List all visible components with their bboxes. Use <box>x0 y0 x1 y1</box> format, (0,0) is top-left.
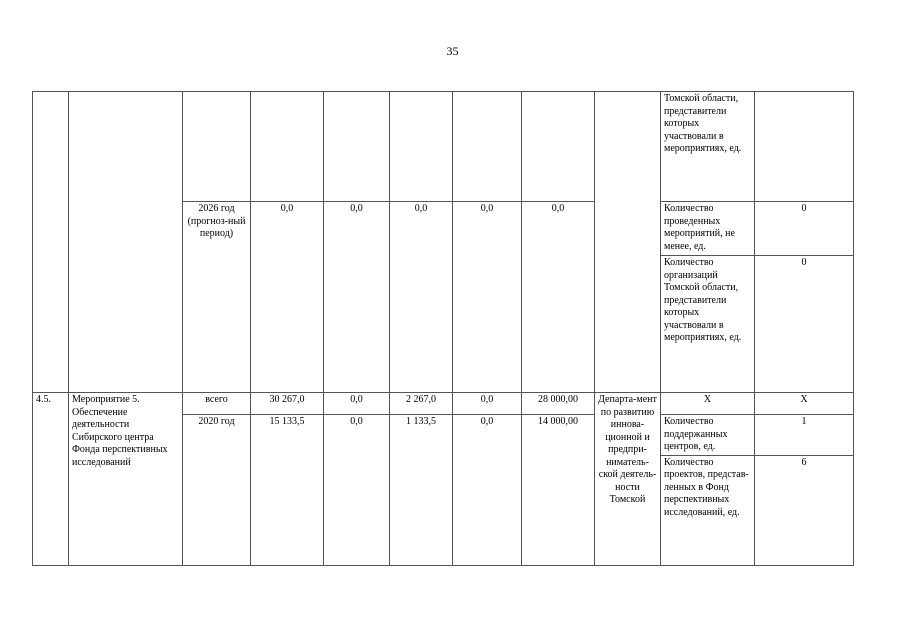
name-cell: Мероприятие 5. Обеспечение деятельности Сибирского центра Фонда перспективных исследований <box>69 393 183 566</box>
indicator-cell: Х <box>661 393 755 415</box>
table-row <box>33 92 854 202</box>
indicator-value: 6 <box>755 455 854 565</box>
num-cell: 4.5. <box>33 393 69 566</box>
period-cell: всего <box>183 393 251 415</box>
num-cell <box>33 92 69 393</box>
indicator-cell: Томской области, представители которых участвовали в мероприятиях, ед. <box>661 92 755 202</box>
executor-cell: Департа-мент по развитию иннова-ционной и предпри-ниматель-ской деятель-ности Томской <box>595 393 661 566</box>
value-cell: 0,0 <box>251 202 324 393</box>
name-cell <box>69 92 183 393</box>
indicator-value: Х <box>755 393 854 415</box>
period-cell: 2026 год (прогноз-ный период) <box>183 202 251 393</box>
value-cell: 0,0 <box>453 393 522 415</box>
indicator-cell: Количество проектов, представ-ленных в Фонд перспективных исследований, ед. <box>661 455 755 565</box>
indicator-value: 0 <box>755 202 854 256</box>
value-cell: 0,0 <box>453 415 522 566</box>
value-cell: 0,0 <box>324 202 390 393</box>
indicator-cell: Количество поддержанных центров, ед. <box>661 415 755 456</box>
value-cell: 14 000,00 <box>522 415 595 566</box>
value-cell: 0,0 <box>324 393 390 415</box>
indicator-cell: Количество организаций Томской области, представители которых участвовали в мероприятиях, ед. <box>661 256 755 393</box>
table-row <box>33 393 854 415</box>
program-table <box>32 91 854 566</box>
page-number: 35 <box>446 44 459 58</box>
value-cell: 1 133,5 <box>390 415 453 566</box>
value-cell: 0,0 <box>390 202 453 393</box>
value-cell: 28 000,00 <box>522 393 595 415</box>
value-cell: 0,0 <box>453 202 522 393</box>
indicator-value: 1 <box>755 415 854 456</box>
value-cell: 0,0 <box>522 202 595 393</box>
executor-cell <box>595 92 661 393</box>
period-cell: 2020 год <box>183 415 251 566</box>
indicator-cell: Количество проведенных мероприятий, не менее, ед. <box>661 202 755 256</box>
indicator-value: 0 <box>755 256 854 393</box>
value-cell: 0,0 <box>324 415 390 566</box>
value-cell: 15 133,5 <box>251 415 324 566</box>
value-cell: 2 267,0 <box>390 393 453 415</box>
value-cell: 30 267,0 <box>251 393 324 415</box>
